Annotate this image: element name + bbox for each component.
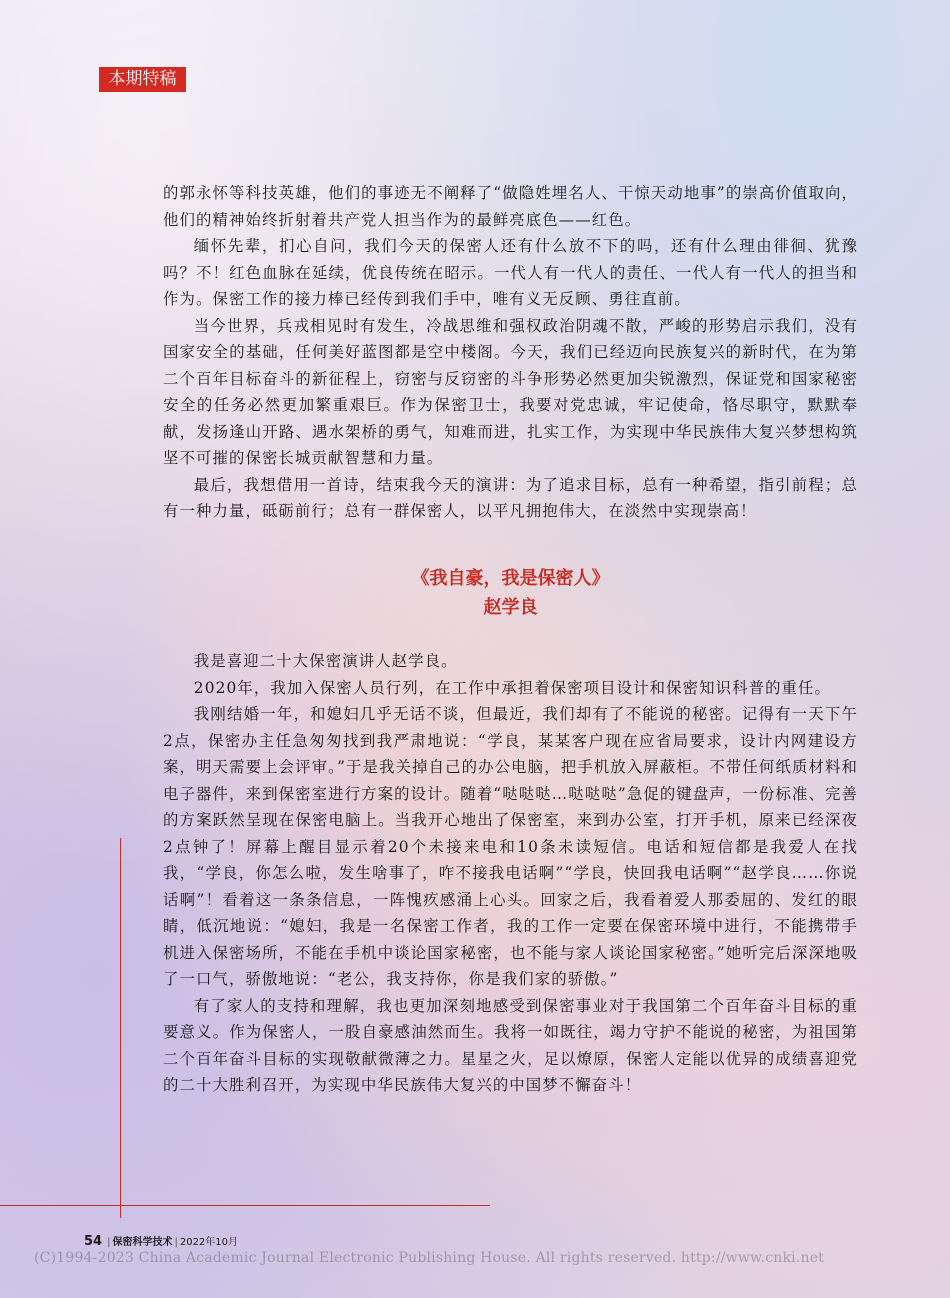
page-footer [84,1233,238,1249]
article-author: 赵学良 [483,597,538,618]
paragraph: 我刚结婚一年，和媳妇几乎无话不谈，但最近，我们却有了不能说的秘密。记得有一天下午2点，保密办主任急匆匆找到我严肃地说：“学良，某某客户现在应省局要求，设计内网建设方案，明天需要上会评审。”于是我关掉自己的办公电脑，把手机放入屏蔽柜。不带任何纸质材料和电子器件，来到保密室进行方案的设计。随着“哒哒哒…哒哒哒”急促的键盘声，一份标准、完善的方案跃然呈现在保密电脑上。当我开心地出了保密室，来到办公室，打开手机，原来已经深夜2点钟了！屏幕上醒目显示着20个未接来电和10条未读短信。电话和短信都是我爱人在找我，“学良，你怎么啦，发生啥事了，咋不接我电话啊”“学良，快回我电话啊”“赵学良……你说话啊”！看着这一条条信息，一阵愧疚感涌上心头。回家之后，我看着爱人那委屈的、发红的眼睛，低沉地说：“媳妇，我是一名保密工作者，我的工作一定要在保密环境中进行，不能携带手机进入保密场所，不能在手机中谈论国家秘密，也不能与家人谈论国家秘密。”她听完后深深地吸了一口气，骄傲地说：“老公，我支持你，你是我们家的骄傲。” [163,705,858,988]
paragraph: 2020年，我加入保密人员行列，在工作中承担着保密项目设计和保密知识科普的重任。 [193,678,832,697]
footer-separator: | [174,1237,178,1248]
section-tag: 本期特稿 [99,67,186,92]
decorative-vertical-rule [120,838,121,1218]
decorative-horizontal-rule [0,1205,490,1206]
issue-date: 2022年10月 [179,1237,239,1248]
paragraph: 缅怀先辈，扪心自问，我们今天的保密人还有什么放不下的吗，还有什么理由徘徊、犹豫吗？不！红色血脉在延续，优良传统在昭示。一代人有一代人的责任、一代人有一代人的担当和作为。保密工作的接力棒已经传到我们手中，唯有义无反顾、勇往直前。 [163,237,858,308]
journal-name: 保密科学技术 [112,1237,173,1248]
article-body [163,648,858,1099]
page-number: 54 [84,1234,103,1249]
article-title: 《我自豪，我是保密人》 [411,568,610,589]
article-body-continued [163,180,858,525]
copyright-watermark: (C)1994-2023 China Academic Journal Electronic Publishing House. All rights reserved. http://www.cnki.net [34,1250,825,1266]
paragraph: 的郭永怀等科技英雄，他们的事迹无不阐释了“做隐姓埋名人、干惊天动地事”的崇高价值取向，他们的精神始终折射着共产党人担当作为的最鲜亮底色——红色。 [163,184,858,229]
paragraph: 我是喜迎二十大保密演讲人赵学良。 [193,652,458,670]
footer-separator: | [107,1237,111,1248]
paragraph: 有了家人的支持和理解，我也更加深刻地感受到保密事业对于我国第二个百年奋斗目标的重要意义。作为保密人，一股自豪感油然而生。我将一如既往，竭力守护不能说的秘密，为祖国第二个百年奋斗目标的实现敬献微薄之力。星星之火，足以燎原，保密人定能以优异的成绩喜迎党的二十大胜利召开，为实现中华民族伟大复兴的中国梦不懈奋斗！ [163,996,858,1094]
paragraph: 最后，我想借用一首诗，结束我今天的演讲：为了追求目标，总有一种希望，指引前程；总有一种力量，砥砺前行；总有一群保密人，以平凡拥抱伟大，在淡然中实现崇高！ [163,475,858,520]
paragraph: 当今世界，兵戎相见时有发生，冷战思维和强权政治阴魂不散，严峻的形势启示我们，没有国家安全的基础，任何美好蓝图都是空中楼阁。今天，我们已经迈向民族复兴的新时代，在为第二个百年目标奋斗的新征程上，窃密与反窃密的斗争形势必然更加尖锐激烈，保证党和国家秘密安全的任务必然更加繁重艰巨。作为保密卫士，我要对党忠诚，牢记使命，恪尽职守，默默奉献，发扬逢山开路、遇水架桥的勇气，知难而进，扎实工作，为实现中华民族伟大复兴梦想构筑坚不可摧的保密长城贡献智慧和力量。 [163,316,858,467]
